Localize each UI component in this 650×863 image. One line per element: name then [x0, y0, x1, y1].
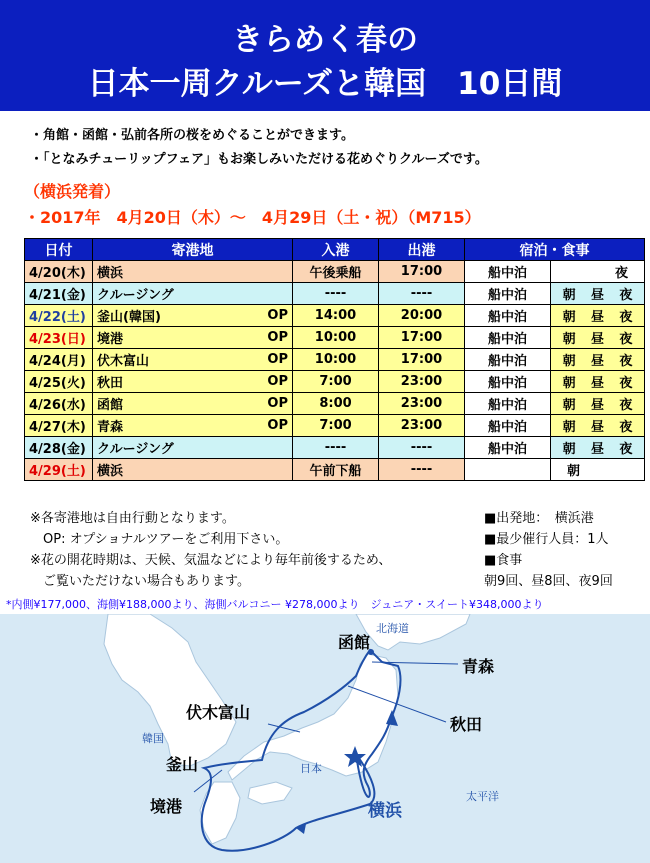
meal-breakfast: 朝	[562, 354, 576, 369]
itinerary-header-row	[25, 239, 645, 261]
meal-breakfast: 朝	[562, 288, 576, 303]
table-row	[25, 327, 645, 349]
port-name: 伏木富山	[97, 354, 150, 369]
row-arrival: 午前下船	[293, 459, 379, 481]
row-arrival: 午後乗船	[293, 261, 379, 283]
row-departure: ----	[379, 459, 465, 481]
highlight-item: ・角館・函館・弘前各所の桜をめぐることができます。	[30, 128, 354, 143]
row-departure: ----	[379, 437, 465, 459]
meal-lunch: 昼	[590, 442, 604, 457]
row-port	[93, 305, 293, 327]
info-line: ■出発地： 横浜港	[484, 511, 594, 526]
row-date: 4/22(土)	[25, 305, 93, 327]
meal-dinner: 夜	[619, 310, 633, 325]
meal-dinner: 夜	[619, 332, 633, 347]
row-meals	[551, 349, 645, 371]
row-port	[93, 437, 293, 459]
note-line: OP: オプショナルツアーをご利用下さい。	[30, 532, 289, 547]
row-date: 4/20(木)	[25, 261, 93, 283]
header-stay-meals: 宿泊・食事	[465, 239, 645, 261]
table-row	[25, 437, 645, 459]
row-meals	[551, 327, 645, 349]
note-line: ご覧いただけない場合もあります。	[30, 574, 250, 589]
meal-breakfast: 朝	[562, 332, 576, 347]
row-port	[93, 327, 293, 349]
meal-dinner: 夜	[619, 376, 633, 391]
highlight-item: ・「となみチューリップフェア」もお楽しみいただける花めぐりクルーズです。	[30, 152, 488, 167]
row-departure: 20:00	[379, 305, 465, 327]
table-row	[25, 305, 645, 327]
row-port	[93, 371, 293, 393]
port-label-fushiki-toyama: 伏木富山	[186, 703, 251, 722]
region-label: 日本	[300, 762, 322, 775]
terms-notes	[30, 508, 391, 592]
meal-breakfast: 朝	[562, 376, 576, 391]
port-name: 秋田	[97, 376, 124, 391]
row-stay: 船中泊	[465, 305, 551, 327]
meal-dinner: 夜	[619, 420, 633, 435]
meal-lunch: 昼	[590, 398, 604, 413]
row-stay: 船中泊	[465, 437, 551, 459]
row-date: 4/29(土)	[25, 459, 93, 481]
header-departure: 出港	[379, 239, 465, 261]
info-line: 朝9回、昼8回、夜9回	[484, 574, 613, 589]
port-name: 横浜	[97, 464, 124, 479]
row-stay	[465, 459, 551, 481]
meal-breakfast: 朝	[562, 442, 576, 457]
row-departure: ----	[379, 283, 465, 305]
row-port	[93, 415, 293, 437]
port-label-busan: 釜山	[166, 755, 199, 774]
row-arrival: 14:00	[293, 305, 379, 327]
meal-dinner: 夜	[619, 442, 633, 457]
row-meals	[551, 305, 645, 327]
title-line-1: きらめく春の	[232, 22, 418, 58]
row-arrival: 10:00	[293, 349, 379, 371]
row-port	[93, 349, 293, 371]
row-meals	[551, 393, 645, 415]
port-label-yokohama: 横浜	[368, 801, 402, 821]
op-tag: OP	[267, 330, 288, 345]
row-meals	[551, 459, 645, 481]
region-label: 太平洋	[466, 790, 499, 803]
header-date: 日付	[25, 239, 93, 261]
table-row	[25, 371, 645, 393]
tour-info	[484, 508, 613, 592]
row-port	[93, 261, 293, 283]
op-tag: OP	[267, 418, 288, 433]
row-departure: 23:00	[379, 415, 465, 437]
meal-lunch: 昼	[590, 310, 604, 325]
row-stay: 船中泊	[465, 327, 551, 349]
row-meals	[551, 371, 645, 393]
meal-lunch: 昼	[590, 354, 604, 369]
meal-lunch: 昼	[590, 420, 604, 435]
header-arrival: 入港	[293, 239, 379, 261]
meal-dinner: 夜	[619, 398, 633, 413]
info-line: ■最少催行人員：1人	[484, 532, 609, 547]
info-line: ■食事	[484, 553, 523, 568]
row-date: 4/21(金)	[25, 283, 93, 305]
highlights-list	[30, 124, 488, 172]
row-stay: 船中泊	[465, 349, 551, 371]
meal-lunch: 昼	[590, 332, 604, 347]
row-port	[93, 459, 293, 481]
meal-lunch: 昼	[590, 376, 604, 391]
table-row	[25, 415, 645, 437]
row-port	[93, 393, 293, 415]
meal-breakfast: 朝	[562, 310, 576, 325]
region-label: 北海道	[376, 622, 409, 635]
row-date: 4/25(火)	[25, 371, 93, 393]
port-label-aomori: 青森	[462, 657, 495, 676]
title-banner	[0, 0, 650, 111]
title-line-2: 日本一周クルーズと韓国 10日間	[87, 66, 563, 102]
port-name: クルージング	[97, 442, 174, 457]
note-line: ※各寄港地は自由行動となります。	[30, 511, 235, 526]
table-row	[25, 261, 645, 283]
row-stay: 船中泊	[465, 393, 551, 415]
table-row	[25, 349, 645, 371]
row-stay: 船中泊	[465, 415, 551, 437]
meal-dinner: 夜	[619, 288, 633, 303]
table-row	[25, 393, 645, 415]
row-stay: 船中泊	[465, 261, 551, 283]
port-name: 函館	[97, 398, 124, 413]
row-arrival: ----	[293, 283, 379, 305]
table-row	[25, 459, 645, 481]
row-arrival: 7:00	[293, 371, 379, 393]
row-meals	[551, 283, 645, 305]
region-label: 韓国	[142, 732, 164, 745]
row-stay: 船中泊	[465, 371, 551, 393]
row-stay: 船中泊	[465, 283, 551, 305]
row-arrival: 8:00	[293, 393, 379, 415]
meal-dinner: 夜	[614, 266, 628, 281]
departure-port-label: （横浜発着）	[24, 182, 121, 201]
port-label-hakodate: 函館	[338, 633, 371, 652]
row-meals	[551, 437, 645, 459]
row-departure: 23:00	[379, 371, 465, 393]
note-line: ※花の開花時期は、天候、気温などにより毎年前後するため、	[30, 553, 392, 568]
row-date: 4/27(木)	[25, 415, 93, 437]
port-label-sakaiminato: 境港	[150, 797, 183, 816]
port-name: 青森	[97, 420, 124, 435]
meal-breakfast: 朝	[566, 464, 580, 479]
row-date: 4/23(日)	[25, 327, 93, 349]
row-arrival: 7:00	[293, 415, 379, 437]
row-departure: 17:00	[379, 349, 465, 371]
meal-lunch: 昼	[590, 288, 604, 303]
op-tag: OP	[267, 308, 288, 323]
op-tag: OP	[267, 396, 288, 411]
row-departure: 23:00	[379, 393, 465, 415]
row-meals	[551, 415, 645, 437]
row-meals	[551, 261, 645, 283]
port-name: 横浜	[97, 266, 124, 281]
route-map	[0, 614, 650, 863]
op-tag: OP	[267, 374, 288, 389]
row-arrival: 10:00	[293, 327, 379, 349]
port-name: 釜山(韓国)	[97, 310, 161, 325]
price-list: *内側¥177,000、海側¥188,000より、海側バルコニー ¥278,000より ジュニア・スイート¥348,000より	[6, 598, 544, 611]
row-departure: 17:00	[379, 261, 465, 283]
row-date: 4/24(月)	[25, 349, 93, 371]
op-tag: OP	[267, 352, 288, 367]
row-departure: 17:00	[379, 327, 465, 349]
port-label-akita: 秋田	[450, 715, 483, 734]
port-name: 境港	[97, 332, 124, 347]
table-row	[25, 283, 645, 305]
row-port	[93, 283, 293, 305]
meal-breakfast: 朝	[562, 398, 576, 413]
itinerary-table	[24, 238, 645, 481]
meal-dinner: 夜	[619, 354, 633, 369]
row-date: 4/28(金)	[25, 437, 93, 459]
row-date: 4/26(水)	[25, 393, 93, 415]
meal-breakfast: 朝	[562, 420, 576, 435]
row-arrival: ----	[293, 437, 379, 459]
header-port: 寄港地	[93, 239, 293, 261]
port-name: クルージング	[97, 288, 174, 303]
cruise-dates: ・2017年 4月20日（木）～ 4月29日（土・祝）（M715）	[24, 208, 481, 227]
